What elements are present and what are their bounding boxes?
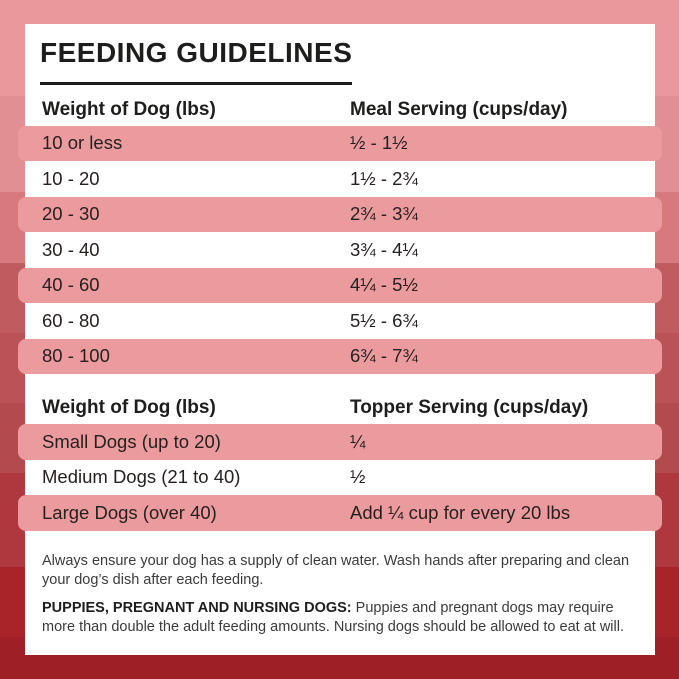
table-row	[18, 197, 662, 233]
weight-cell: Large Dogs (over 40)	[42, 501, 217, 523]
weight-cell: 40 - 60	[42, 274, 100, 296]
meal-serving-column-header: Meal Serving (cups/day)	[350, 98, 568, 120]
table-row	[25, 460, 655, 496]
serving-cell: 3¾ - 4¼	[350, 238, 418, 260]
meal-table-header	[25, 98, 655, 122]
page-title: FEEDING GUIDELINES	[40, 36, 352, 85]
table-row	[18, 339, 662, 375]
table-row	[18, 268, 662, 304]
weight-cell: 80 - 100	[42, 345, 110, 367]
serving-cell: 5½ - 6¾	[350, 309, 418, 331]
meal-table	[25, 98, 655, 375]
weight-cell: 10 - 20	[42, 167, 100, 189]
serving-cell: ½ - 1½	[350, 132, 408, 154]
clean-water-note: Always ensure your dog has a supply of clean water. Wash hands after preparing and clean your dog’s dish after each feeding.	[42, 552, 630, 588]
table-row	[18, 424, 662, 460]
weight-cell: 60 - 80	[42, 309, 100, 331]
weight-cell: 20 - 30	[42, 203, 100, 225]
puppies-note-text: Puppies and pregnant dogs may require more than double the adult feeding amounts. Nursing dogs should be allowed to eat at will.	[42, 599, 624, 635]
serving-cell: 2¾ - 3¾	[350, 203, 418, 225]
weight-column-header: Weight of Dog (lbs)	[42, 397, 216, 419]
guidelines-card	[25, 24, 655, 655]
table-row	[25, 161, 655, 197]
table-row	[18, 495, 662, 531]
topper-serving-column-header: Topper Serving (cups/day)	[350, 397, 589, 419]
serving-cell: 4¼ - 5½	[350, 274, 418, 296]
serving-cell: ½	[350, 466, 366, 488]
weight-cell: Small Dogs (up to 20)	[42, 430, 221, 452]
table-row	[25, 232, 655, 268]
weight-cell: 10 or less	[42, 132, 123, 154]
weight-cell: Medium Dogs (21 to 40)	[42, 466, 241, 488]
puppies-note	[42, 599, 640, 637]
footnotes	[25, 552, 655, 638]
table-row	[18, 126, 662, 162]
weight-cell: 30 - 40	[42, 238, 100, 260]
table-row	[25, 303, 655, 339]
serving-cell: Add ¼ cup for every 20 lbs	[350, 501, 571, 523]
weight-column-header: Weight of Dog (lbs)	[42, 98, 216, 120]
serving-cell: ¼	[350, 430, 366, 452]
puppies-note-label: PUPPIES, PREGNANT AND NURSING DOGS:	[42, 599, 352, 616]
topper-table	[25, 396, 655, 531]
topper-table-header	[25, 396, 655, 420]
serving-cell: 6¾ - 7¾	[350, 345, 418, 367]
serving-cell: 1½ - 2¾	[350, 167, 418, 189]
